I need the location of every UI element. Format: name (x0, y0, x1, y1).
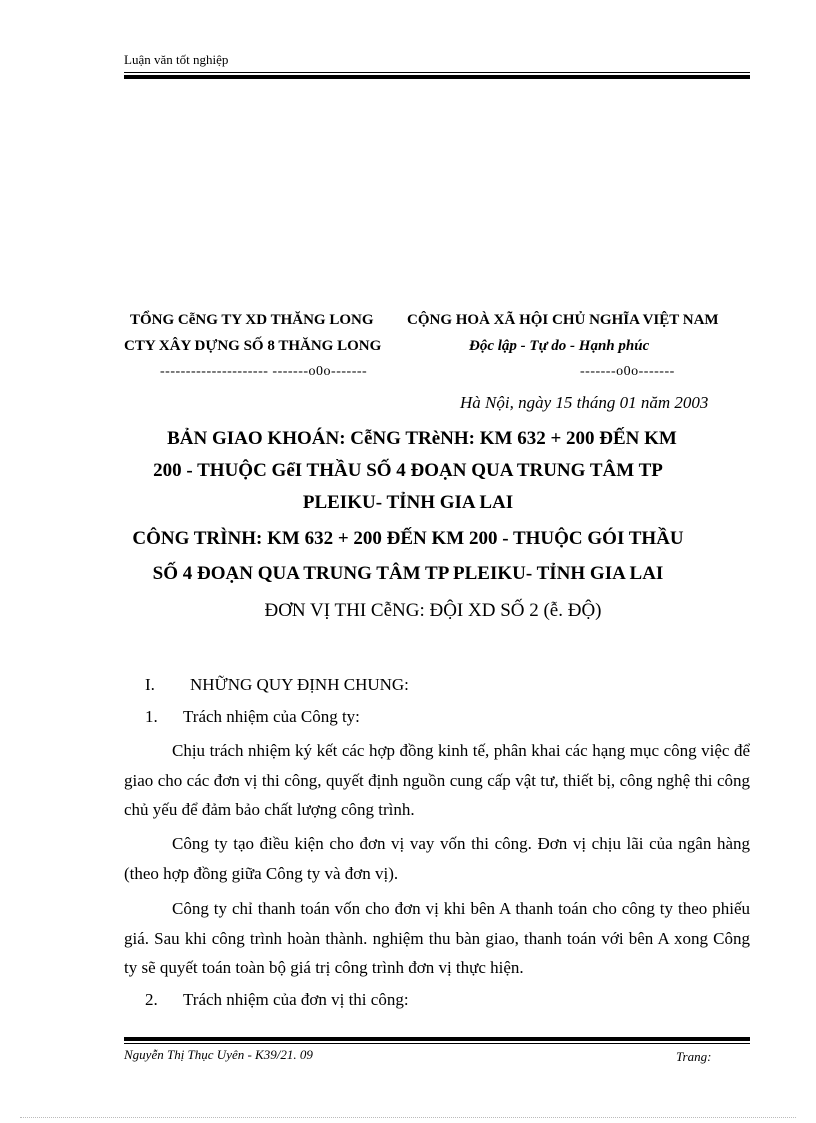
org-left-line2: CTY XÂY DỰNG SỐ 8 THĂNG LONG (124, 338, 382, 354)
right-separator: -------o0o------- (580, 364, 675, 379)
org-right-line1: CỘNG HOÀ XÃ HỘI CHỦ NGHĨA VIỆT NAM (407, 312, 719, 328)
title-line-2: 200 - THUỘC GểI THẦU SỐ 4 ĐOẠN QUA TRUNG TÂM TP (153, 460, 663, 481)
page-bottom-border (20, 1117, 796, 1118)
footer-author: Nguyễn Thị Thục Uyên - K39/21. 09 (124, 1047, 313, 1062)
title-line-5: SỐ 4 ĐOẠN QUA TRUNG TÂM TP PLEIKU- TỈNH GIA LAI (152, 563, 664, 584)
left-separator: --------------------- -------o0o------- (160, 364, 368, 379)
footer-rule-thin (124, 1043, 750, 1044)
paragraph-1: Chịu trách nhiệm ký kết các hợp đồng kinh tế, phân khai các hạng mục công việc để giao cho các đơn vị thi công, quyết định nguồn cung cấp vật tư, thiết bị, công nghệ thi công chủ yếu để đảm bảo chất lượng công trình. (124, 741, 750, 819)
running-header-title: Luận văn tốt nghiệp (124, 52, 229, 67)
item-2-heading: Trách nhiệm của đơn vị thi công: (183, 990, 409, 1009)
national-motto: Độc lập - Tự do - Hạnh phúc (469, 338, 650, 354)
org-left-line1: TỔNG CễNG TY XD THĂNG LONG (130, 312, 374, 328)
paragraph-3: Công ty chỉ thanh toán vốn cho đơn vị khi bên A thanh toán cho công ty theo phiếu giá. Sau khi công trình hoàn thành. nghiệm thu bàn giao, thanh toán với bên A xong Công ty sẽ quyết toán toàn bộ giá trị công trình đơn vị thực hiện. (124, 899, 750, 977)
item-2-number: 2. (145, 990, 158, 1009)
footer-page-label: Trang: (676, 1049, 712, 1064)
construction-unit: ĐƠN VỊ THI CễNG: ĐỘI XD SỐ 2 (ễ. ĐỘ) (264, 600, 602, 621)
title-line-1: BẢN GIAO KHOÁN: CễNG TRèNH: KM 632 + 200 ĐẾN KM (167, 428, 677, 449)
header-rule-thin (124, 72, 750, 73)
title-line-3: PLEIKU- TỈNH GIA LAI (302, 492, 514, 513)
title-line-4: CÔNG TRÌNH: KM 632 + 200 ĐẾN KM 200 - THUỘC GÓI THẦU (132, 528, 684, 549)
section-heading: NHỮNG QUY ĐỊNH CHUNG: (190, 675, 409, 694)
document-date: Hà Nội, ngày 15 tháng 01 năm 2003 (460, 393, 709, 412)
footer-rule-thick (124, 1037, 750, 1041)
item-1-heading: Trách nhiệm của Công ty: (183, 707, 360, 726)
paragraph-2: Công ty tạo điều kiện cho đơn vị vay vốn thi công. Đơn vị chịu lãi của ngân hàng (theo hợp đồng giữa Công ty và đơn vị). (124, 834, 750, 883)
item-1-number: 1. (145, 707, 158, 726)
header-rule-thick (124, 75, 750, 79)
section-number: I. (145, 675, 155, 694)
